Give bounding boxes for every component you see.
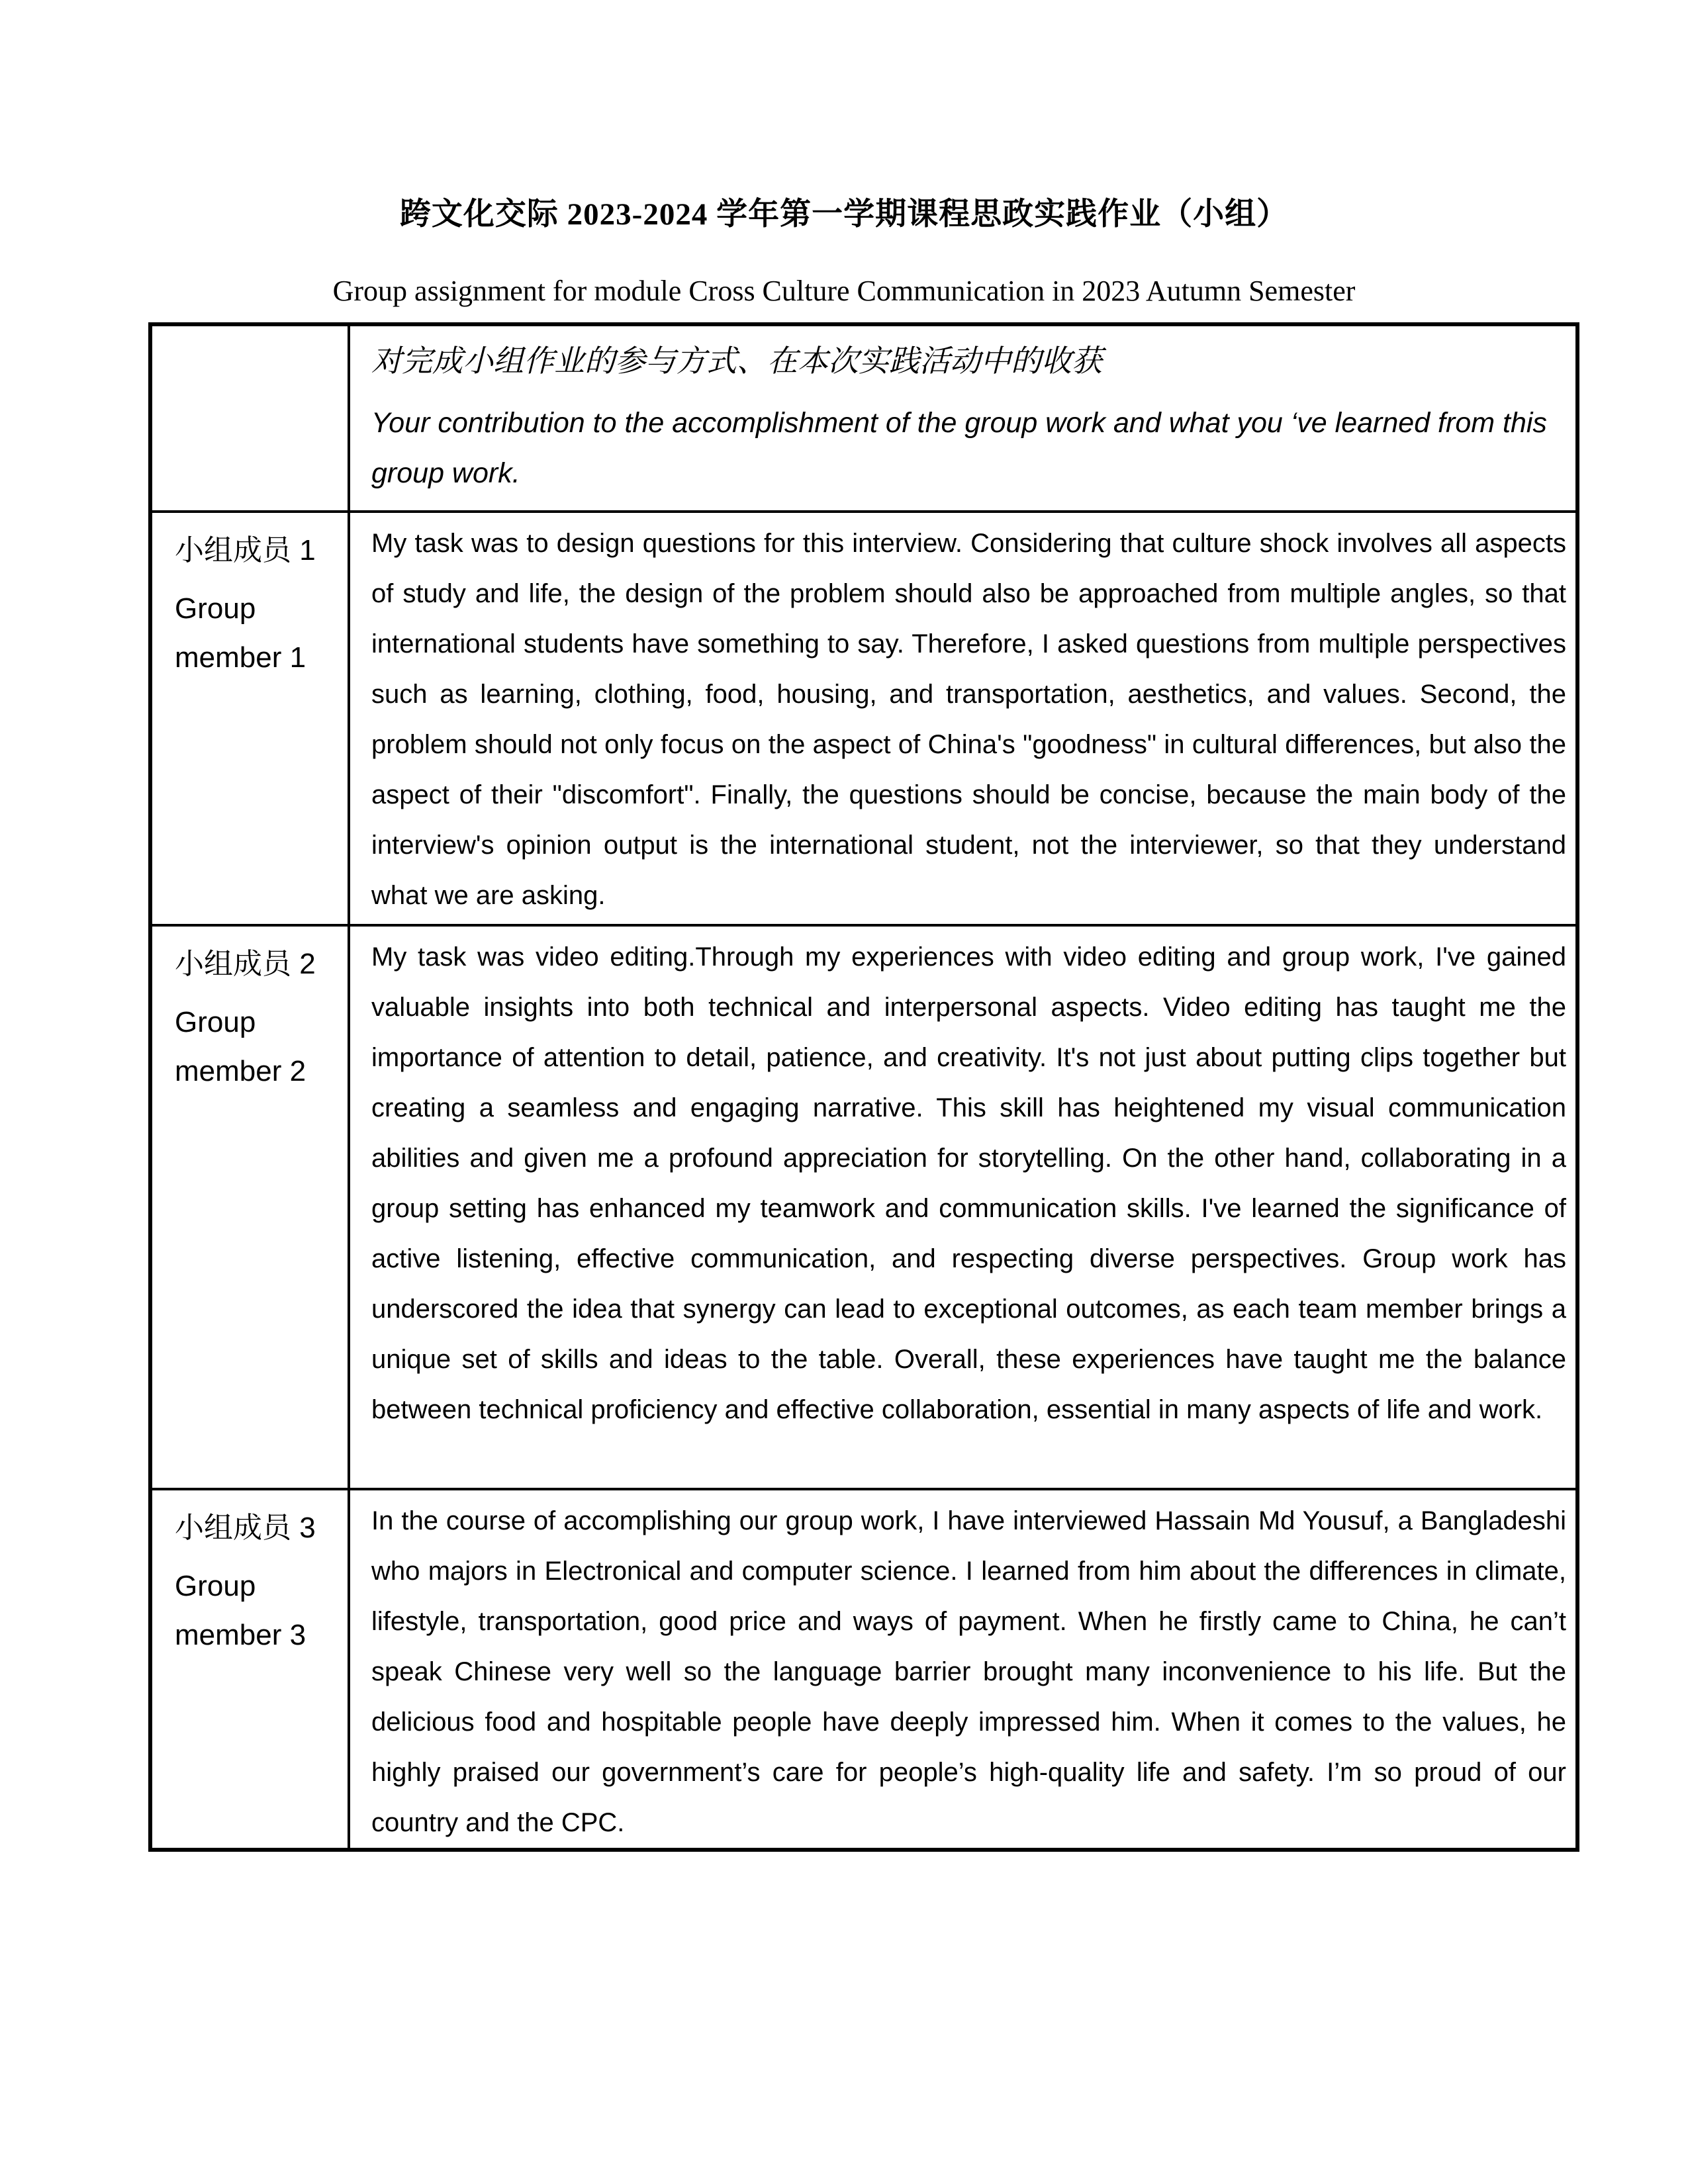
- member-3-label-zh: 小组成员 3: [175, 1512, 316, 1544]
- member-3-content-cell: [349, 1489, 1577, 1850]
- assignment-table: [148, 322, 1579, 1852]
- member-1-row: [150, 512, 1577, 925]
- document-title-en: Group assignment for module Cross Culture Communication in 2023 Autumn Semester: [332, 275, 1356, 307]
- member-3-label-cell: [150, 1489, 349, 1850]
- member-3-row: [150, 1489, 1577, 1850]
- member-3-label-en: Group member 3: [175, 1570, 306, 1651]
- member-1-content-cell: [349, 512, 1577, 925]
- member-1-label-zh: 小组成员 1: [175, 534, 316, 567]
- member-2-label-zh: 小组成员 2: [175, 948, 316, 980]
- member-2-content-text: My task was video editing.Through my experiences with video editing and group work, I've gained valuable insights into both technical and interpersonal aspects. Video editing has taught me the importance of attention to detail, patience, and creativity. It's not just about putting clips together but creating a seamless and engaging narrative. This skill has heightened my visual communication abilities and given me a profound appreciation for storytelling. On the other hand, collaborating in a group setting has enhanced my teamwork and communication skills. I've learned the significance of active listening, effective communication, and respecting diverse perspectives. Group work has underscored the idea that synergy can lead to exceptional outcomes, as each team member brings a unique set of skills and ideas to the table. Overall, these experiences have taught me the balance between technical proficiency and effective collaboration, essential in many aspects of life and work.: [371, 942, 1566, 1424]
- header-empty-cell: [150, 324, 349, 512]
- header-prompt-cell: [349, 324, 1577, 512]
- table-header-row: [150, 324, 1577, 512]
- document-title-zh: 跨文化交际 2023-2024 学年第一学期课程思政实践作业（小组）: [399, 197, 1289, 232]
- header-prompt-en: Your contribution to the accomplishment of the group work and what you ‘ve learned from this group work.: [371, 407, 1547, 489]
- member-2-label-en: Group member 2: [175, 1006, 306, 1087]
- member-2-label-cell: [150, 925, 349, 1489]
- member-1-label-cell: [150, 512, 349, 925]
- member-2-row: [150, 925, 1577, 1489]
- member-1-content-text: My task was to design questions for this interview. Considering that culture shock involves all aspects of study and life, the design of the problem should also be approached from multiple angles, so that international students have something to say. Therefore, I asked questions from multiple perspectives such as learning, clothing, food, housing, and transportation, aesthetics, and values. Second, the problem should not only focus on the aspect of China's "goodness" in cultural differences, but also the aspect of their "discomfort". Finally, the questions should be concise, because the main body of the interview's opinion output is the international student, not the interviewer, so that they understand what we are asking.: [371, 529, 1566, 910]
- member-2-content-cell: [349, 925, 1577, 1489]
- header-prompt-zh: 对完成小组作业的参与方式、在本次实践活动中的收获: [371, 343, 1102, 378]
- member-3-content-text: In the course of accomplishing our group work, I have interviewed Hassain Md Yousuf, a Bangladeshi who majors in Electronical and computer science. I learned from him about the differences in climate, lifestyle, transportation, good price and ways of payment. When he firstly came to China, he can’t speak Chinese very well so the language barrier brought many inconvenience to his life. But the delicious food and hospitable people have deeply impressed him. When it comes to the values, he highly praised our government’s care for people’s high-quality life and safety. I’m so proud of our country and the CPC.: [371, 1506, 1566, 1837]
- member-1-label-en: Group member 1: [175, 592, 306, 674]
